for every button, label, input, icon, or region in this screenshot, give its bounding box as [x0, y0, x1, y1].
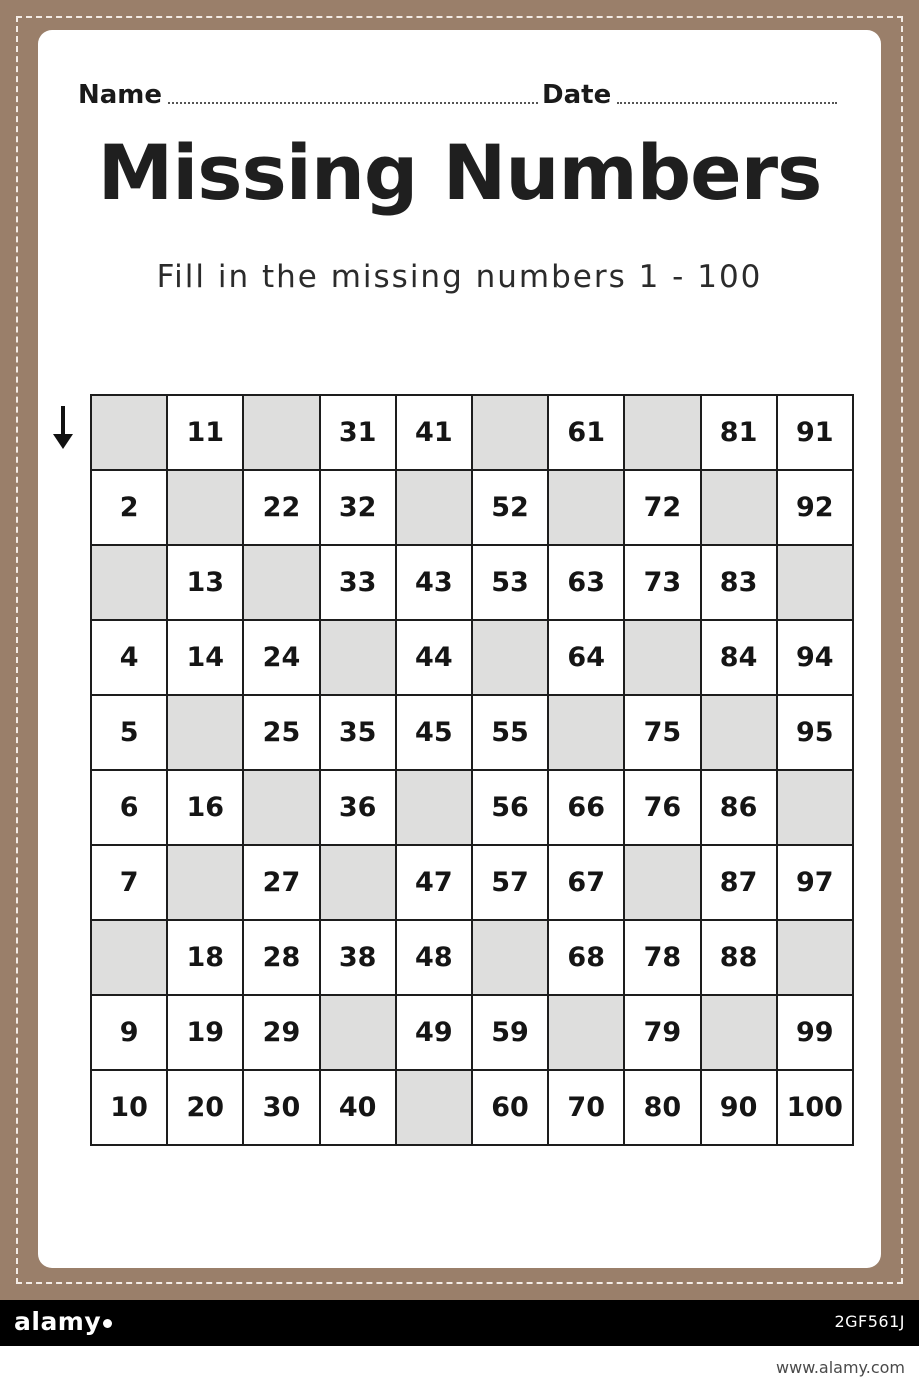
grid-cell[interactable]	[396, 470, 472, 545]
grid-cell: 75	[624, 695, 700, 770]
grid-cell[interactable]	[167, 845, 243, 920]
grid-cell: 90	[701, 1070, 777, 1145]
worksheet-sheet	[38, 30, 881, 1268]
logo-dot-icon	[103, 1319, 112, 1328]
grid-cell: 20	[167, 1070, 243, 1145]
grid-cell[interactable]	[320, 845, 396, 920]
grid-cell: 81	[701, 395, 777, 470]
date-label: Date	[542, 80, 612, 110]
grid-cell: 6	[91, 770, 167, 845]
grid-cell: 18	[167, 920, 243, 995]
grid-cell: 60	[472, 1070, 548, 1145]
grid-cell[interactable]	[91, 545, 167, 620]
grid-cell: 68	[548, 920, 624, 995]
grid-cell: 14	[167, 620, 243, 695]
grid-cell[interactable]	[396, 770, 472, 845]
page-subtitle: Fill in the missing numbers 1 - 100	[156, 259, 763, 295]
grid-cell: 86	[701, 770, 777, 845]
grid-cell: 91	[777, 395, 853, 470]
grid-cell: 78	[624, 920, 700, 995]
name-date-row	[78, 70, 841, 110]
grid-cell[interactable]	[91, 920, 167, 995]
grid-cell[interactable]	[472, 620, 548, 695]
grid-cell: 33	[320, 545, 396, 620]
grid-cell: 76	[624, 770, 700, 845]
grid-cell: 44	[396, 620, 472, 695]
grid-cell: 61	[548, 395, 624, 470]
grid-cell: 22	[243, 470, 319, 545]
grid-cell: 25	[243, 695, 319, 770]
date-input-line[interactable]	[617, 101, 837, 104]
grid-cell[interactable]	[472, 920, 548, 995]
grid-cell: 19	[167, 995, 243, 1070]
grid-cell[interactable]	[701, 995, 777, 1070]
grid-cell[interactable]	[777, 770, 853, 845]
name-label: Name	[78, 80, 163, 110]
grid-cell: 35	[320, 695, 396, 770]
grid-cell: 56	[472, 770, 548, 845]
grid-cell: 70	[548, 1070, 624, 1145]
grid-cell[interactable]	[701, 470, 777, 545]
grid-cell[interactable]	[548, 470, 624, 545]
grid-cell: 66	[548, 770, 624, 845]
page-title: Missing Numbers	[97, 128, 822, 217]
grid-cell[interactable]	[472, 395, 548, 470]
table-row	[91, 845, 853, 920]
table-row	[91, 395, 853, 470]
grid-cell[interactable]	[701, 695, 777, 770]
grid-cell: 59	[472, 995, 548, 1070]
grid-cell: 30	[243, 1070, 319, 1145]
grid-cell[interactable]	[167, 695, 243, 770]
grid-cell[interactable]	[548, 995, 624, 1070]
down-arrow-icon	[46, 404, 80, 450]
grid-cell: 47	[396, 845, 472, 920]
grid-cell: 13	[167, 545, 243, 620]
table-row	[91, 620, 853, 695]
grid-cell[interactable]	[320, 995, 396, 1070]
grid-cell[interactable]	[167, 470, 243, 545]
grid-cell: 38	[320, 920, 396, 995]
grid-cell: 2	[91, 470, 167, 545]
alamy-logo	[14, 1307, 112, 1336]
grid-cell[interactable]	[548, 695, 624, 770]
grid-cell: 87	[701, 845, 777, 920]
grid-cell[interactable]	[243, 395, 319, 470]
grid-cell: 24	[243, 620, 319, 695]
grid-cell[interactable]	[624, 845, 700, 920]
grid-cell: 80	[624, 1070, 700, 1145]
grid-cell: 100	[777, 1070, 853, 1145]
grid-cell: 53	[472, 545, 548, 620]
hundred-chart	[90, 394, 843, 1146]
grid-cell[interactable]	[624, 620, 700, 695]
grid-cell: 11	[167, 395, 243, 470]
grid-cell: 97	[777, 845, 853, 920]
grid-cell[interactable]	[624, 395, 700, 470]
table-row	[91, 920, 853, 995]
grid-cell: 95	[777, 695, 853, 770]
grid-cell: 83	[701, 545, 777, 620]
footer-url: www.alamy.com	[776, 1358, 905, 1377]
grid-cell: 9	[91, 995, 167, 1070]
grid-cell: 94	[777, 620, 853, 695]
grid-cell: 57	[472, 845, 548, 920]
grid-cell: 36	[320, 770, 396, 845]
grid-cell: 88	[701, 920, 777, 995]
grid-cell[interactable]	[243, 545, 319, 620]
table-row	[91, 545, 853, 620]
grid-cell: 84	[701, 620, 777, 695]
name-input-line[interactable]	[168, 101, 538, 104]
grid-cell: 5	[91, 695, 167, 770]
grid-cell: 72	[624, 470, 700, 545]
number-grid	[90, 394, 854, 1146]
grid-cell: 63	[548, 545, 624, 620]
grid-cell[interactable]	[396, 1070, 472, 1145]
grid-cell: 45	[396, 695, 472, 770]
table-row	[91, 470, 853, 545]
table-row	[91, 770, 853, 845]
grid-cell: 49	[396, 995, 472, 1070]
grid-cell: 55	[472, 695, 548, 770]
table-row	[91, 995, 853, 1070]
grid-cell: 40	[320, 1070, 396, 1145]
grid-cell[interactable]	[91, 395, 167, 470]
grid-cell: 28	[243, 920, 319, 995]
grid-cell: 31	[320, 395, 396, 470]
grid-cell: 52	[472, 470, 548, 545]
grid-cell: 64	[548, 620, 624, 695]
grid-cell: 79	[624, 995, 700, 1070]
grid-cell: 29	[243, 995, 319, 1070]
stock-footer	[0, 1300, 919, 1390]
grid-cell: 4	[91, 620, 167, 695]
grid-cell: 16	[167, 770, 243, 845]
grid-cell: 32	[320, 470, 396, 545]
image-id: 2GF561J	[834, 1312, 905, 1331]
grid-cell[interactable]	[777, 920, 853, 995]
table-row	[91, 1070, 853, 1145]
grid-cell: 67	[548, 845, 624, 920]
grid-cell: 27	[243, 845, 319, 920]
footer-bar	[0, 1300, 919, 1346]
grid-cell[interactable]	[777, 545, 853, 620]
grid-cell[interactable]	[320, 620, 396, 695]
grid-cell[interactable]	[243, 770, 319, 845]
grid-cell: 10	[91, 1070, 167, 1145]
grid-cell: 48	[396, 920, 472, 995]
grid-cell: 99	[777, 995, 853, 1070]
grid-cell: 73	[624, 545, 700, 620]
grid-cell: 7	[91, 845, 167, 920]
alamy-logo-text: alamy	[14, 1307, 102, 1336]
table-row	[91, 695, 853, 770]
grid-cell: 41	[396, 395, 472, 470]
grid-cell: 92	[777, 470, 853, 545]
grid-cell: 43	[396, 545, 472, 620]
